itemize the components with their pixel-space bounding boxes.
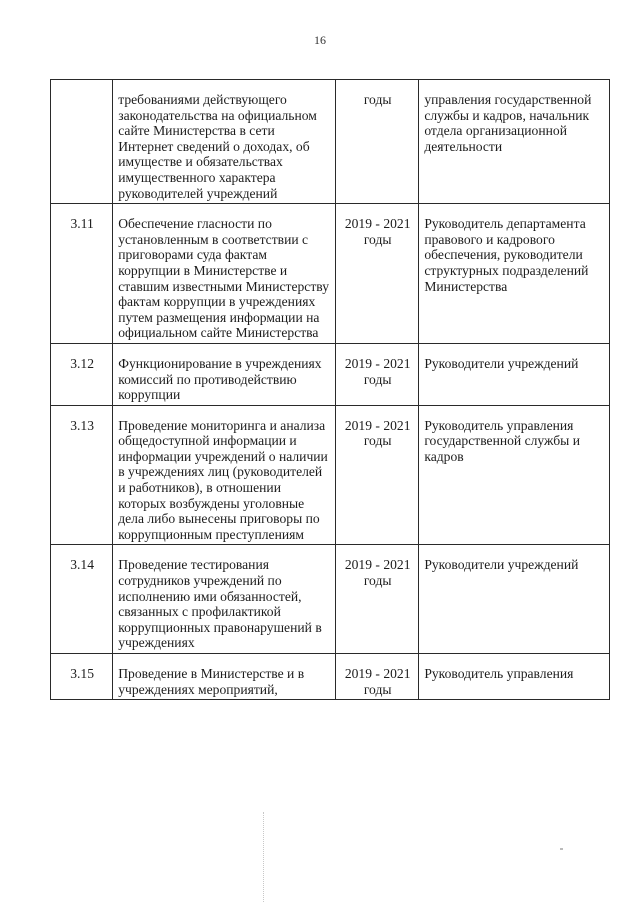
action-description: Проведение тестирования сотрудников учреждений по исполнению ими обязанностей, связанных с профилактикой коррупционных правонарушений в учреждениях [113, 545, 336, 654]
item-number: 3.12 [51, 343, 113, 405]
responsible-party: Руководитель управления [419, 654, 610, 700]
period-suffix: годы [363, 92, 392, 107]
period-cell [336, 654, 419, 700]
table-row [51, 545, 610, 654]
item-number: 3.14 [51, 545, 113, 654]
period-years: 2019 - 2021 [344, 216, 411, 232]
action-description: Проведение в Министерстве и в учреждениях мероприятий, [113, 654, 336, 700]
period-cell [336, 204, 419, 344]
responsible-party: Руководитель управления государственной службы и кадров [419, 405, 610, 545]
period-cell [336, 405, 419, 545]
period-suffix: годы [363, 371, 392, 387]
action-description: требованиями действующего законодательства на официальном сайте Министерства в сети Интернет сведений о доходах, об имуществе и обязательствах имущественного характера руководителей учреждений [113, 80, 336, 204]
period-years: 2019 - 2021 [344, 355, 411, 371]
responsible-party: Руководители учреждений [419, 343, 610, 405]
period-suffix: годы [363, 433, 392, 449]
period-years: 2019 - 2021 [344, 417, 411, 433]
action-description: Обеспечение гласности по установленным в соответствии с приговорами суда фактам коррупции в Министерстве и ставшим известными Министерству фактам коррупции в учреждениях путем размещения информации на официальном сайте Министерства [113, 204, 336, 344]
table-row [51, 343, 610, 405]
period-years: 2019 - 2021 [344, 557, 411, 573]
period-suffix: годы [363, 681, 392, 697]
scan-artifact-line [263, 812, 264, 902]
anticorruption-plan-table [50, 79, 610, 700]
scan-artifact-dot [560, 848, 563, 850]
item-number: 3.13 [51, 405, 113, 545]
responsible-party: управления государственной службы и кадров, начальник отдела организационной деятельности [419, 80, 610, 204]
action-description: Функционирование в учреждениях комиссий по противодействию коррупции [113, 343, 336, 405]
item-number: 3.15 [51, 654, 113, 700]
table-row [51, 654, 610, 700]
page-number: 16 [314, 33, 326, 47]
item-number: 3.11 [51, 204, 113, 344]
period-cell [336, 343, 419, 405]
period-years: 2019 - 2021 [344, 666, 411, 681]
item-number [51, 80, 113, 204]
action-description: Проведение мониторинга и анализа общедоступной информации и информации учреждений о наличии в учреждениях лиц (руководителей и работников), в отношении которых возбуждены уголовные дела либо вынесены приговоры по коррупционным преступлениям [113, 405, 336, 545]
period-suffix: годы [363, 573, 392, 589]
period-cell [336, 545, 419, 654]
responsible-party: Руководитель департамента правового и кадрового обеспечения, руководители структурных подразделений Министерства [419, 204, 610, 344]
period-cell [336, 80, 419, 204]
table-row [51, 405, 610, 545]
table-row [51, 204, 610, 344]
table-row [51, 80, 610, 204]
responsible-party: Руководители учреждений [419, 545, 610, 654]
period-suffix: годы [363, 231, 392, 247]
